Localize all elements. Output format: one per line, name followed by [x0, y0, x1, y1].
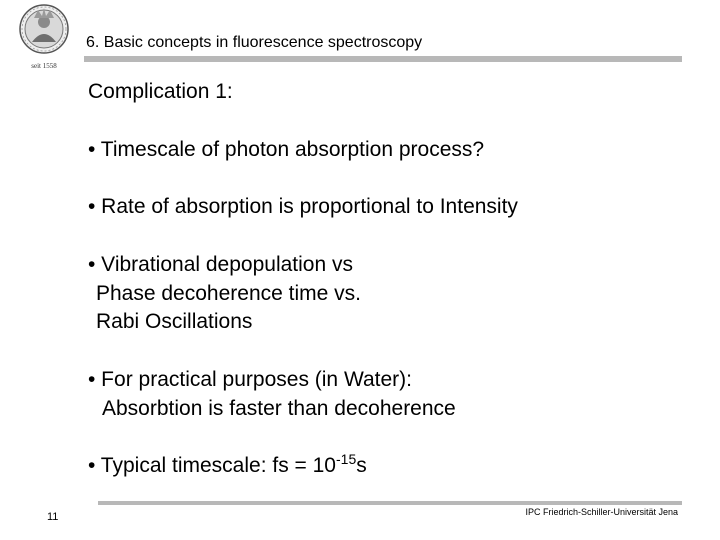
bullet-typical-timescale — [88, 452, 367, 480]
seal-caption: seit 1558 — [31, 62, 57, 70]
page-number: 11 — [47, 511, 59, 523]
bullet-vibrational-line1: • Vibrational depopulation vs — [88, 253, 353, 276]
slide-title: 6. Basic concepts in fluorescence spectroscopy — [86, 34, 423, 51]
timescale-text: • Typical timescale: fs = 10 — [88, 454, 336, 477]
university-seal-logo — [14, 2, 74, 72]
footer-divider — [98, 501, 682, 505]
header-divider — [84, 56, 682, 62]
complication-heading: Complication 1: — [88, 80, 233, 103]
bullet-practical-line1: • For practical purposes (in Water): — [88, 368, 413, 391]
bullet-vibrational-line3: Rabi Oscillations — [96, 310, 253, 333]
bullet-absorption-rate: • Rate of absorption is proportional to Intensity — [88, 195, 518, 218]
bullet-vibrational-line2: Phase decoherence time vs. — [96, 282, 361, 305]
bullet-timescale: • Timescale of photon absorption process? — [88, 138, 485, 161]
bullet-practical-line2: Absorbtion is faster than decoherence — [102, 397, 456, 420]
timescale-exponent: -15 — [336, 451, 357, 467]
footer-institution: IPC Friedrich-Schiller-Universität Jena — [525, 507, 678, 517]
timescale-unit: s — [356, 454, 367, 477]
